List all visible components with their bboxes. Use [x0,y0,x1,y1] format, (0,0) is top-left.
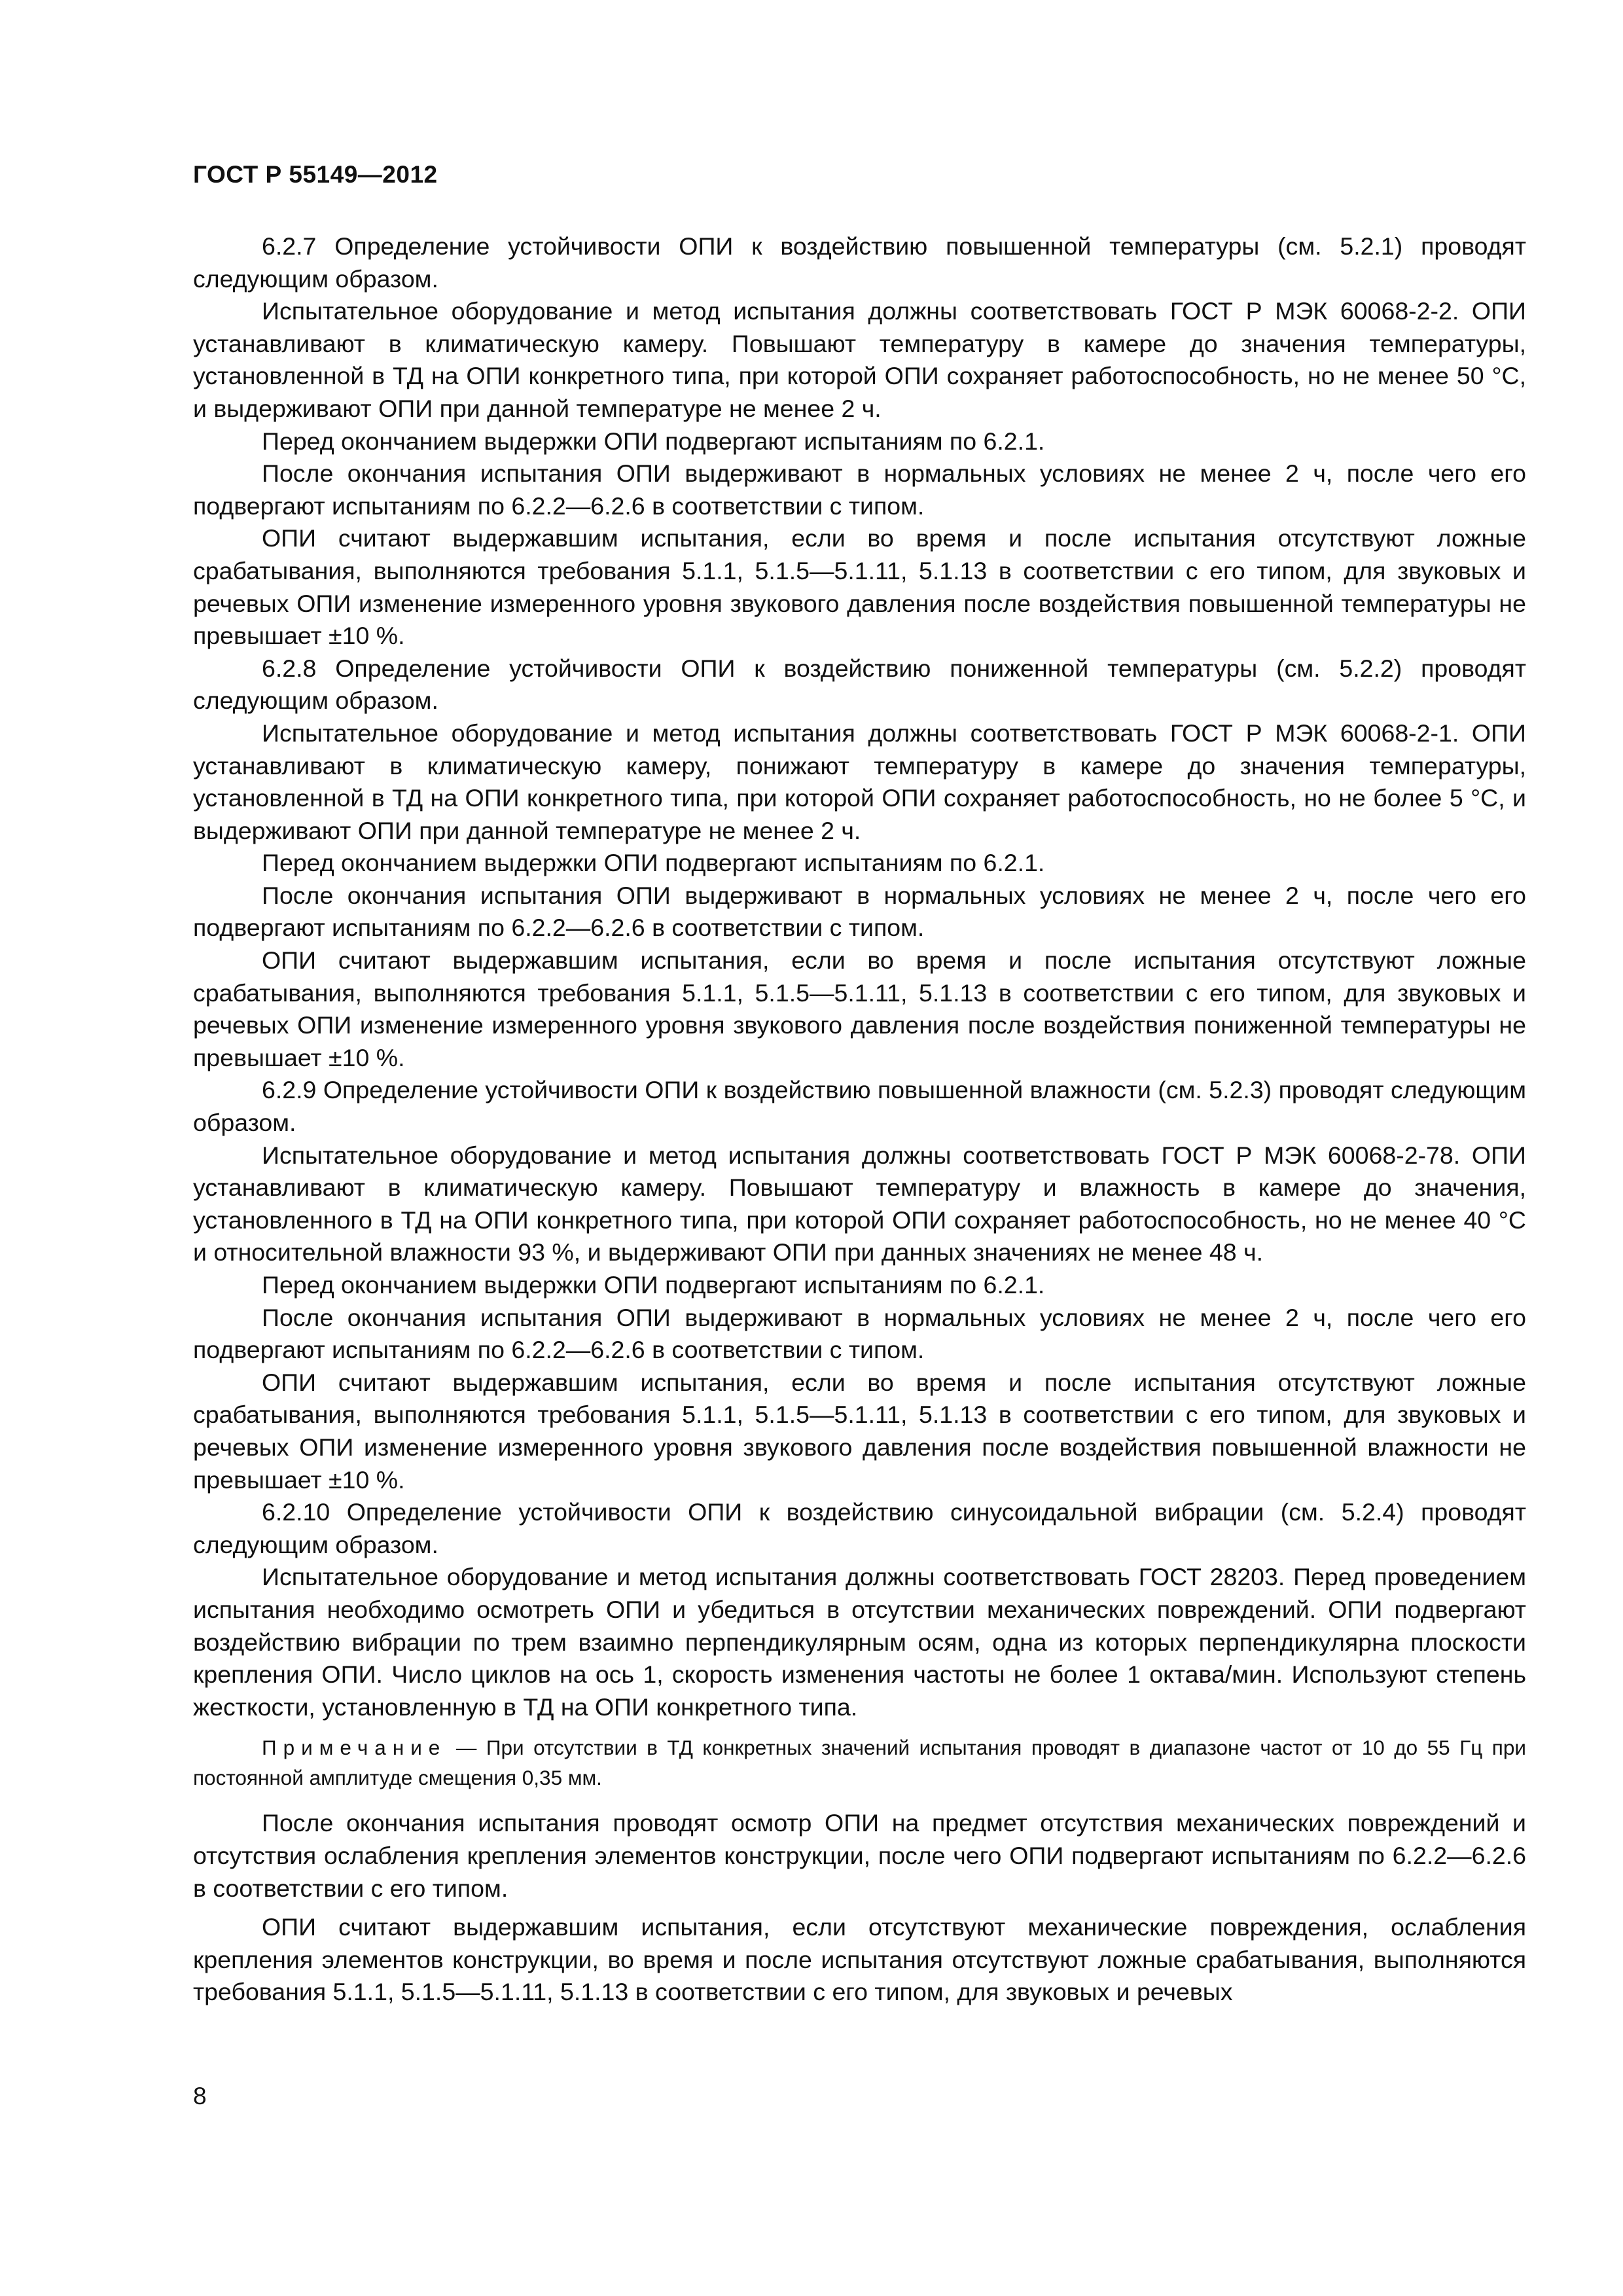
paragraph-6-2-7-heading: 6.2.7 Определение устойчивости ОПИ к воздействию повышенной температуры (см. 5.2.1) проводят следующим образом. [193,232,1526,293]
paragraph: Перед окончанием выдержки ОПИ подвергают испытаниям по 6.2.1. [262,427,1045,455]
paragraph: Испытательное оборудование и метод испытания должны соответствовать ГОСТ Р МЭК 60068-2-1. ОПИ устанавливают в климатическую камеру, понижают температуру в камере до значения температуры, установленной в ТД на ОПИ конкретного типа, при которой ОПИ сохраняет работоспособность, но не более 5 °С, и выдерживают ОПИ при данной температуре не менее 2 ч. [193,719,1526,844]
paragraph: Перед окончанием выдержки ОПИ подвергают испытаниям по 6.2.1. [262,849,1045,877]
paragraph: Испытательное оборудование и метод испытания должны соответствовать ГОСТ 28203. Перед проведением испытания необходимо осмотреть ОПИ и убедиться в отсутствии механических повреждений. ОПИ подвергают воздействию вибрации по трем взаимно перпендикулярным осям, одна из которых перпендикулярна плоскости крепления ОПИ. Число циклов на ось 1, скорость изменения частоты не более 1 октава/мин. Используют степень жесткости, установленную в ТД на ОПИ конкретного типа. [193,1563,1526,1721]
note-text: — При отсутствии в ТД конкретных значений испытания проводят в диапазоне частот от 10 до 55 Гц при постоянной амплитуде смещения 0,35 мм. [193,1736,1526,1790]
paragraph: После окончания испытания ОПИ выдерживают в нормальных условиях не менее 2 ч, после чего его подвергают испытаниям по 6.2.2—6.2.6 в соответствии с типом. [193,881,1526,942]
paragraph: После окончания испытания ОПИ выдерживают в нормальных условиях не менее 2 ч, после чего его подвергают испытаниям по 6.2.2—6.2.6 в соответствии с типом. [193,459,1526,520]
document-header: ГОСТ Р 55149—2012 [193,161,438,188]
paragraph-6-2-10-heading: 6.2.10 Определение устойчивости ОПИ к воздействию синусоидальной вибрации (см. 5.2.4) проводят следующим образом. [193,1498,1526,1558]
paragraph: ОПИ считают выдержавшим испытания, если во время и после испытания отсутствуют ложные срабатывания, выполняются требования 5.1.1, 5.1.5—5.1.11, 5.1.13 в соответствии с его типом, для звуковых и речевых ОПИ изменение измеренного уровня звукового давления после воздействия повышенной влажности не превышает ±10 %. [193,1368,1526,1494]
note [193,1732,1526,1793]
paragraph: Испытательное оборудование и метод испытания должны соответствовать ГОСТ Р МЭК 60068-2-78. ОПИ устанавливают в климатическую камеру. Повышают температуру и влажность в камере до значения, установленного в ТД на ОПИ конкретного типа, при которой ОПИ сохраняет работоспособность, но не менее 40 °С и относительной влажности 93 %, и выдерживают ОПИ при данных значениях не менее 48 ч. [193,1141,1526,1266]
paragraph: Испытательное оборудование и метод испытания должны соответствовать ГОСТ Р МЭК 60068-2-2. ОПИ устанавливают в климатическую камеру. Повышают температуру в камере до значения температуры, установленной в ТД на ОПИ конкретного типа, при которой ОПИ сохраняет работоспособность, но не менее 50 °С, и выдерживают ОПИ при данной температуре не менее 2 ч. [193,297,1526,422]
paragraph: После окончания испытания ОПИ выдерживают в нормальных условиях не менее 2 ч, после чего его подвергают испытаниям по 6.2.2—6.2.6 в соответствии с типом. [193,1303,1526,1364]
paragraph: ОПИ считают выдержавшим испытания, если во время и после испытания отсутствуют ложные срабатывания, выполняются требования 5.1.1, 5.1.5—5.1.11, 5.1.13 в соответствии с его типом, для звуковых и речевых ОПИ изменение измеренного уровня звукового давления после воздействия пониженной температуры не превышает ±10 %. [193,946,1526,1071]
paragraph-6-2-8-heading: 6.2.8 Определение устойчивости ОПИ к воздействию пониженной температуры (см. 5.2.2) проводят следующим образом. [193,654,1526,715]
paragraph-6-2-9-heading: 6.2.9 Определение устойчивости ОПИ к воздействию повышенной влажности (см. 5.2.3) проводят следующим образом. [193,1076,1526,1137]
note-label: Примечание [262,1736,447,1760]
paragraph: Перед окончанием выдержки ОПИ подвергают испытаниям по 6.2.1. [262,1271,1045,1299]
page-number: 8 [193,2083,207,2109]
document-body [193,230,1526,2009]
paragraph: ОПИ считают выдержавшим испытания, если отсутствуют механические повреждения, ослабления крепления элементов конструкции, во время и после испытания отсутствуют ложные срабатывания, выполняются требования 5.1.1, 5.1.5—5.1.11, 5.1.13 в соответствии с его типом, для звуковых и речевых [193,1913,1526,2006]
paragraph: После окончания испытания проводят осмотр ОПИ на предмет отсутствия механических повреждений и отсутствия ослабления крепления элементов конструкции, после чего ОПИ подвергают испытаниям по 6.2.2—6.2.6 в соответствии с его типом. [193,1809,1526,1902]
paragraph: ОПИ считают выдержавшим испытания, если во время и после испытания отсутствуют ложные срабатывания, выполняются требования 5.1.1, 5.1.5—5.1.11, 5.1.13 в соответствии с его типом, для звуковых и речевых ОПИ изменение измеренного уровня звукового давления после воздействия повышенной температуры не превышает ±10 %. [193,524,1526,650]
